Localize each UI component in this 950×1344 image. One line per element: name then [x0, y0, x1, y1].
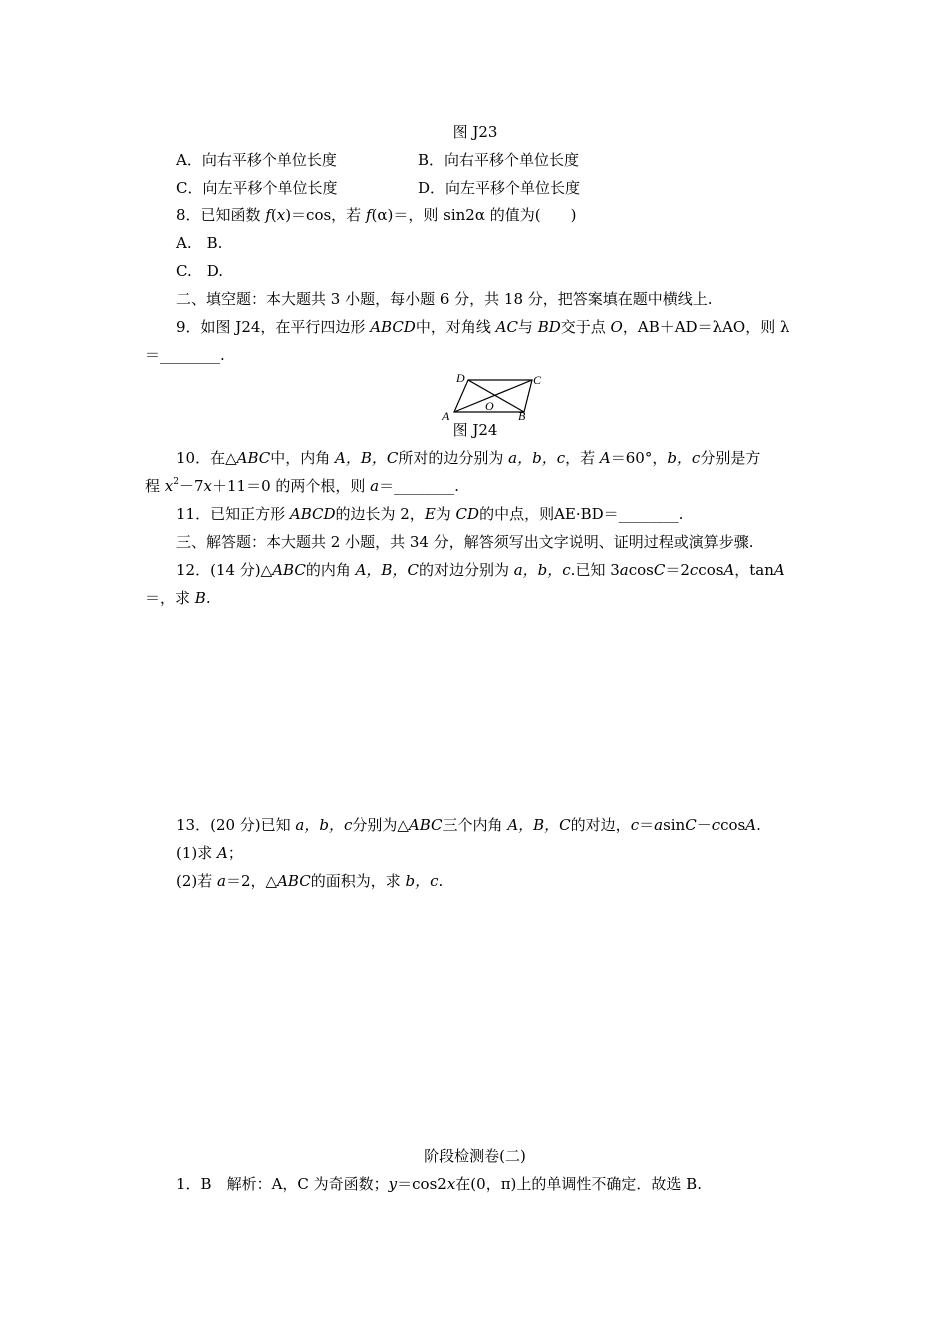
vertex-label-d: D: [456, 371, 465, 385]
q8-options-cd: C. D.: [176, 262, 223, 280]
vertex-label-a: A: [442, 409, 450, 422]
q8-stem: 8．已知函数 f(x)＝cos，若 f(α)＝，则 sin2α 的值为( ): [176, 206, 577, 224]
section2-heading: 二、填空题：本大题共 3 小题，每小题 6 分，共 18 分，把答案填在题中横线上.: [176, 290, 713, 308]
q9-line2: ＝________.: [145, 346, 225, 364]
q11: 11．已知正方形 ABCD的边长为 2，E为 CD的中点，则AE·BD＝________.: [176, 505, 684, 523]
q10-line2: 程 $x^2-7x+11=0$ 的两个根，则 a＝________.: [145, 477, 459, 495]
section3-heading: 三、解答题：本大题共 2 小题，共 34 分，解答须写出文字说明、证明过程或演算步骤.: [176, 533, 754, 551]
q13-line1: 13．(20 分)已知 a，b，c分别为△ABC三个内角 A，B，C的对边，c＝asinC－ccosA.: [176, 816, 761, 834]
q8-options-ab: A. B.: [176, 234, 223, 252]
vertex-label-c: C: [533, 373, 542, 387]
answer-1: 1．B 解析：A，C 为奇函数；y＝cos2x在(0，π)上的单调性不确定．故选 B.: [176, 1175, 702, 1193]
q12-line1: 12．(14 分)△ABC的内角 A，B，C的对边分别为 a，b，c.已知 3acosC＝2ccosA，tanA: [176, 561, 785, 579]
answers-title: 阶段检测卷(二): [424, 1147, 526, 1165]
vertex-label-b: B: [518, 409, 526, 422]
q7-option-c: C．向左平移个单位长度: [176, 179, 338, 197]
q9-line1: 9．如图 J24，在平行四边形 ABCD中，对角线 AC与 BD交于点 O，AB＋AD＝λAO，则 λ: [176, 318, 790, 336]
vertex-label-o: O: [485, 399, 494, 413]
q7-option-b: B．向右平移个单位长度: [418, 151, 580, 169]
q7-option-a: A．向右平移个单位长度: [176, 151, 337, 169]
q7-option-d: D．向左平移个单位长度: [418, 179, 581, 197]
q13-part2: (2)若 a＝2，△ABC的面积为，求 b，c.: [176, 872, 444, 890]
figure-j24-caption: 图 J24: [452, 421, 498, 439]
q10-line1: 10．在△ABC中，内角 A，B，C所对的边分别为 a，b，c，若 A＝60°，b，c分别是方: [176, 449, 761, 467]
q12-line2: ＝，求 B.: [145, 589, 211, 607]
q13-part1: (1)求 A；: [176, 844, 243, 862]
parallelogram-figure: [438, 370, 548, 422]
figure-j23-caption: 图 J23: [452, 123, 498, 141]
